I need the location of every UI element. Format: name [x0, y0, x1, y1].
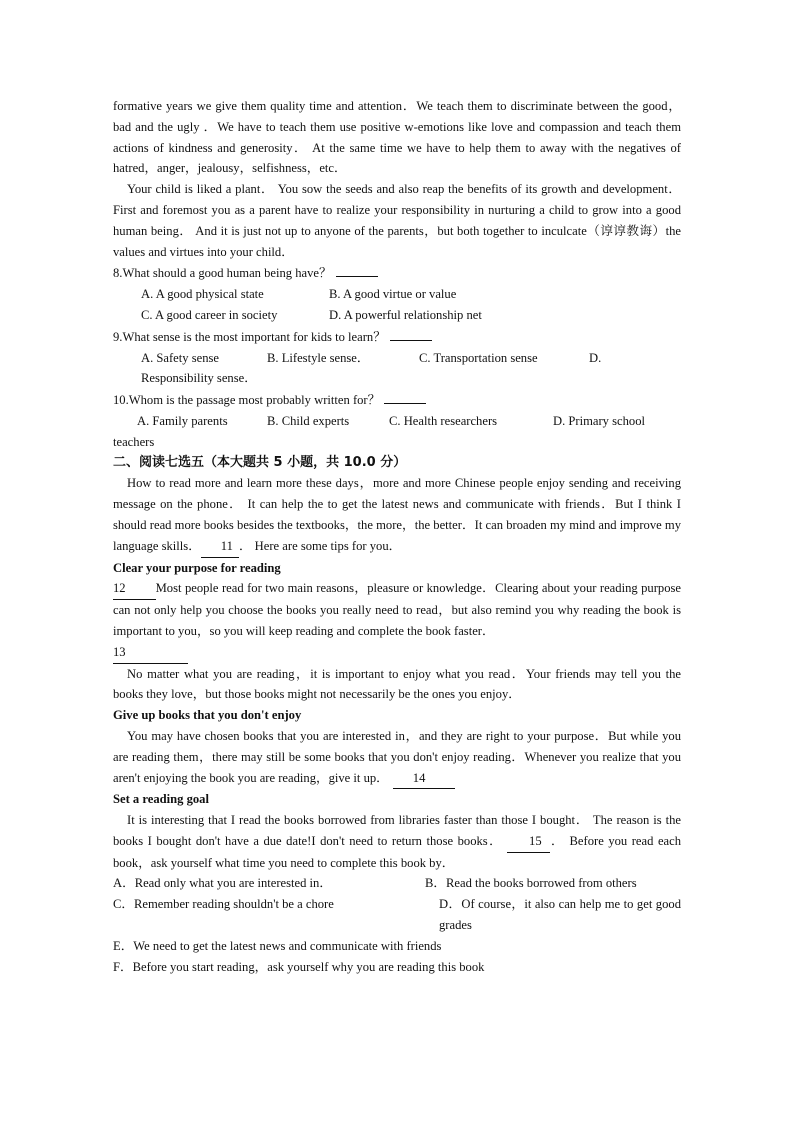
choice-e[interactable]: E．We need to get the latest news and communicate with friends	[113, 938, 442, 953]
section-heading: Give up books that you don't enjoy	[113, 708, 302, 723]
blank-11[interactable]: 11	[201, 536, 239, 558]
choice-f[interactable]: F．Before you start reading，ask yourself why you are reading this book	[113, 959, 485, 974]
options-row	[113, 348, 681, 369]
option-d[interactable]: D.	[589, 350, 602, 365]
blank-13[interactable]: 13	[113, 642, 188, 664]
option-c[interactable]: C. Transportation sense	[419, 350, 538, 365]
section-title: 二、阅读七选五（本大题共 5 小题，共 10.0 分）	[113, 454, 407, 470]
section-heading: Clear your purpose for reading	[113, 560, 281, 575]
choice-c[interactable]: C．Remember reading shouldn't be a chore	[113, 897, 334, 912]
paragraph-12: 12 Most people read for two main reasons，pleasure or knowledge．Clearing about your reading purpose can not only help you choose the books you really need to read，but also remind you why reading the book is important to you，so you will keep reading and complete the book faster．	[113, 578, 681, 641]
blank-12[interactable]: 12	[113, 578, 156, 600]
paragraph-13: No matter what you are reading，it is important to enjoy what you read．Your friends may tell you the books they love，but those books might not necessarily be the ones you enjoy．	[113, 666, 681, 702]
options-row	[113, 368, 681, 389]
intro-paragraph: How to read more and learn more these days，more and more Chinese people enjoy sending and receiving message on the phone． It can help the to get the latest news and communicate with friends．But I think I should read more books besides the textbooks，the more，the better．It can broaden my mind and improve my language skills． 11 ． Here are some tips for you．	[113, 473, 681, 557]
question-stem: 8.What should a good human being have？	[113, 262, 681, 284]
answer-blank[interactable]	[336, 262, 378, 277]
document-page	[113, 96, 681, 977]
blank-15[interactable]: 15	[507, 831, 550, 853]
question-stem: 9.What sense is the most important for kids to learn？	[113, 326, 681, 348]
paragraph-15: It is interesting that I read the books borrowed from libraries faster than those I bought． The reason is the books I bought don't have a due date!I don't need to return those books． 15 ． Before you read each book，ask yourself what time you need to complete this book by．	[113, 813, 682, 870]
option-b[interactable]: B. Child experts	[267, 413, 350, 428]
blank-14[interactable]: 14	[393, 768, 456, 790]
choices-row	[113, 894, 681, 936]
section-heading: Set a reading goal	[113, 792, 209, 807]
choices-row	[113, 873, 681, 894]
option-b[interactable]: B. A good virtue or value	[329, 287, 457, 302]
passage-paragraph: Your child is liked a plant． You sow the seeds and also reap the benefits of its growth and development． First and foremost you as a parent have to realize your responsibility in nurturing a child to grow into a good human being． And it is just not up to anyone of the parents，but both together to inculcate（谆谆教诲）the values and virtues into your child．	[113, 182, 681, 259]
passage-paragraph: formative years we give them quality time and attention．We teach them to discriminate between the good， bad and the ugly ．We have to teach them use positive w-emotions like love and compassion and teach them actions of kindness and generosity． At the same time we have to help them to away with the negatives of hatred，anger，jealousy，selfishness，etc．	[113, 99, 681, 176]
option-d[interactable]: D. Primary school	[553, 413, 645, 428]
paragraph-13-heading	[113, 642, 681, 664]
option-d-text: Responsibility sense．	[141, 371, 257, 386]
option-d-text: teachers	[113, 434, 155, 449]
question-stem: 10.Whom is the passage most probably written for？	[113, 389, 681, 411]
options-row	[113, 284, 681, 305]
choice-b[interactable]: B．Read the books borrowed from others	[425, 876, 637, 891]
options-row	[113, 411, 681, 432]
answer-blank[interactable]	[390, 326, 432, 341]
option-d[interactable]: D. A powerful relationship net	[329, 307, 482, 322]
option-c[interactable]: C. A good career in society	[141, 307, 278, 322]
option-c[interactable]: C. Health researchers	[389, 413, 498, 428]
paragraph-14: You may have chosen books that you are interested in，and they are right to your purpose．But while you are reading them，there may still be some books that you don't enjoy reading．Whenever you realize that you aren't enjoying the book you are reading，give it up． 14	[113, 726, 681, 789]
answer-blank[interactable]	[384, 389, 426, 404]
option-b[interactable]: B. Lifestyle sense．	[267, 350, 370, 365]
choice-a[interactable]: A．Read only what you are interested in．	[113, 876, 332, 891]
options-row	[113, 305, 681, 326]
option-a[interactable]: A. Family parents	[137, 413, 228, 428]
option-a[interactable]: A. Safety sense	[141, 350, 219, 365]
option-a[interactable]: A. A good physical state	[141, 287, 264, 302]
choice-d[interactable]: D．Of course，it also can help me to get good grades	[439, 897, 681, 933]
